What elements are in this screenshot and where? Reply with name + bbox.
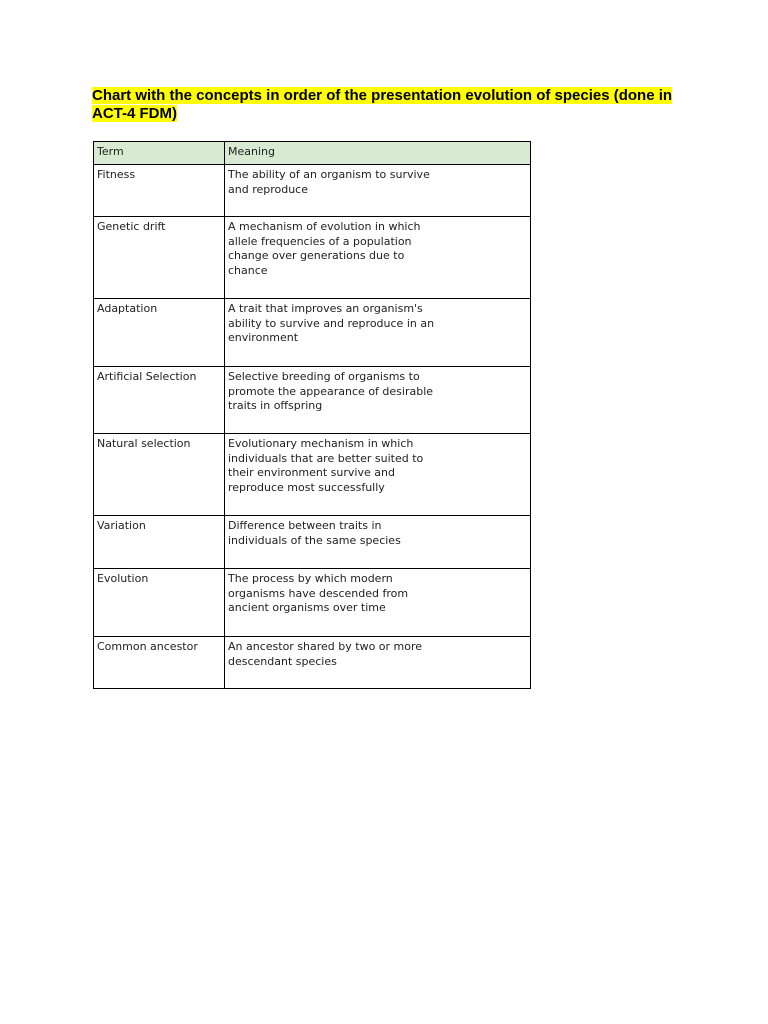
table-row: [94, 569, 531, 637]
meaning-cell: An ancestor shared by two or more descendant species: [225, 637, 531, 689]
term-cell: Fitness: [94, 165, 225, 217]
term-cell: Genetic drift: [94, 217, 225, 299]
term-cell: Adaptation: [94, 299, 225, 367]
meaning-cell: The ability of an organism to survive and reproduce: [225, 165, 531, 217]
header-meaning: Meaning: [225, 142, 531, 165]
meaning-cell: A trait that improves an organism's ability to survive and reproduce in an environment: [225, 299, 531, 367]
meaning-cell: A mechanism of evolution in which allele frequencies of a population change over generations due to chance: [225, 217, 531, 299]
table-header-row: [94, 142, 531, 165]
table-row: [94, 299, 531, 367]
table-row: [94, 637, 531, 689]
meaning-cell: The process by which modern organisms have descended from ancient organisms over time: [225, 569, 531, 637]
term-cell: Common ancestor: [94, 637, 225, 689]
title-highlight: Chart with the concepts in order of the presentation evolution of species (done in ACT-4 FDM): [92, 87, 673, 122]
header-term: Term: [94, 142, 225, 165]
term-cell: Evolution: [94, 569, 225, 637]
table-row: [94, 165, 531, 217]
table-row: [94, 434, 531, 516]
table-row: [94, 516, 531, 569]
meaning-cell: Selective breeding of organisms to promote the appearance of desirable traits in offspring: [225, 367, 531, 434]
concepts-table: [93, 141, 531, 689]
meaning-cell: Difference between traits in individuals of the same species: [225, 516, 531, 569]
term-cell: Variation: [94, 516, 225, 569]
document-title: [92, 87, 692, 123]
table-row: [94, 367, 531, 434]
term-cell: Natural selection: [94, 434, 225, 516]
term-cell: Artificial Selection: [94, 367, 225, 434]
table-row: [94, 217, 531, 299]
meaning-cell: Evolutionary mechanism in which individuals that are better suited to their environment survive and reproduce most successfully: [225, 434, 531, 516]
